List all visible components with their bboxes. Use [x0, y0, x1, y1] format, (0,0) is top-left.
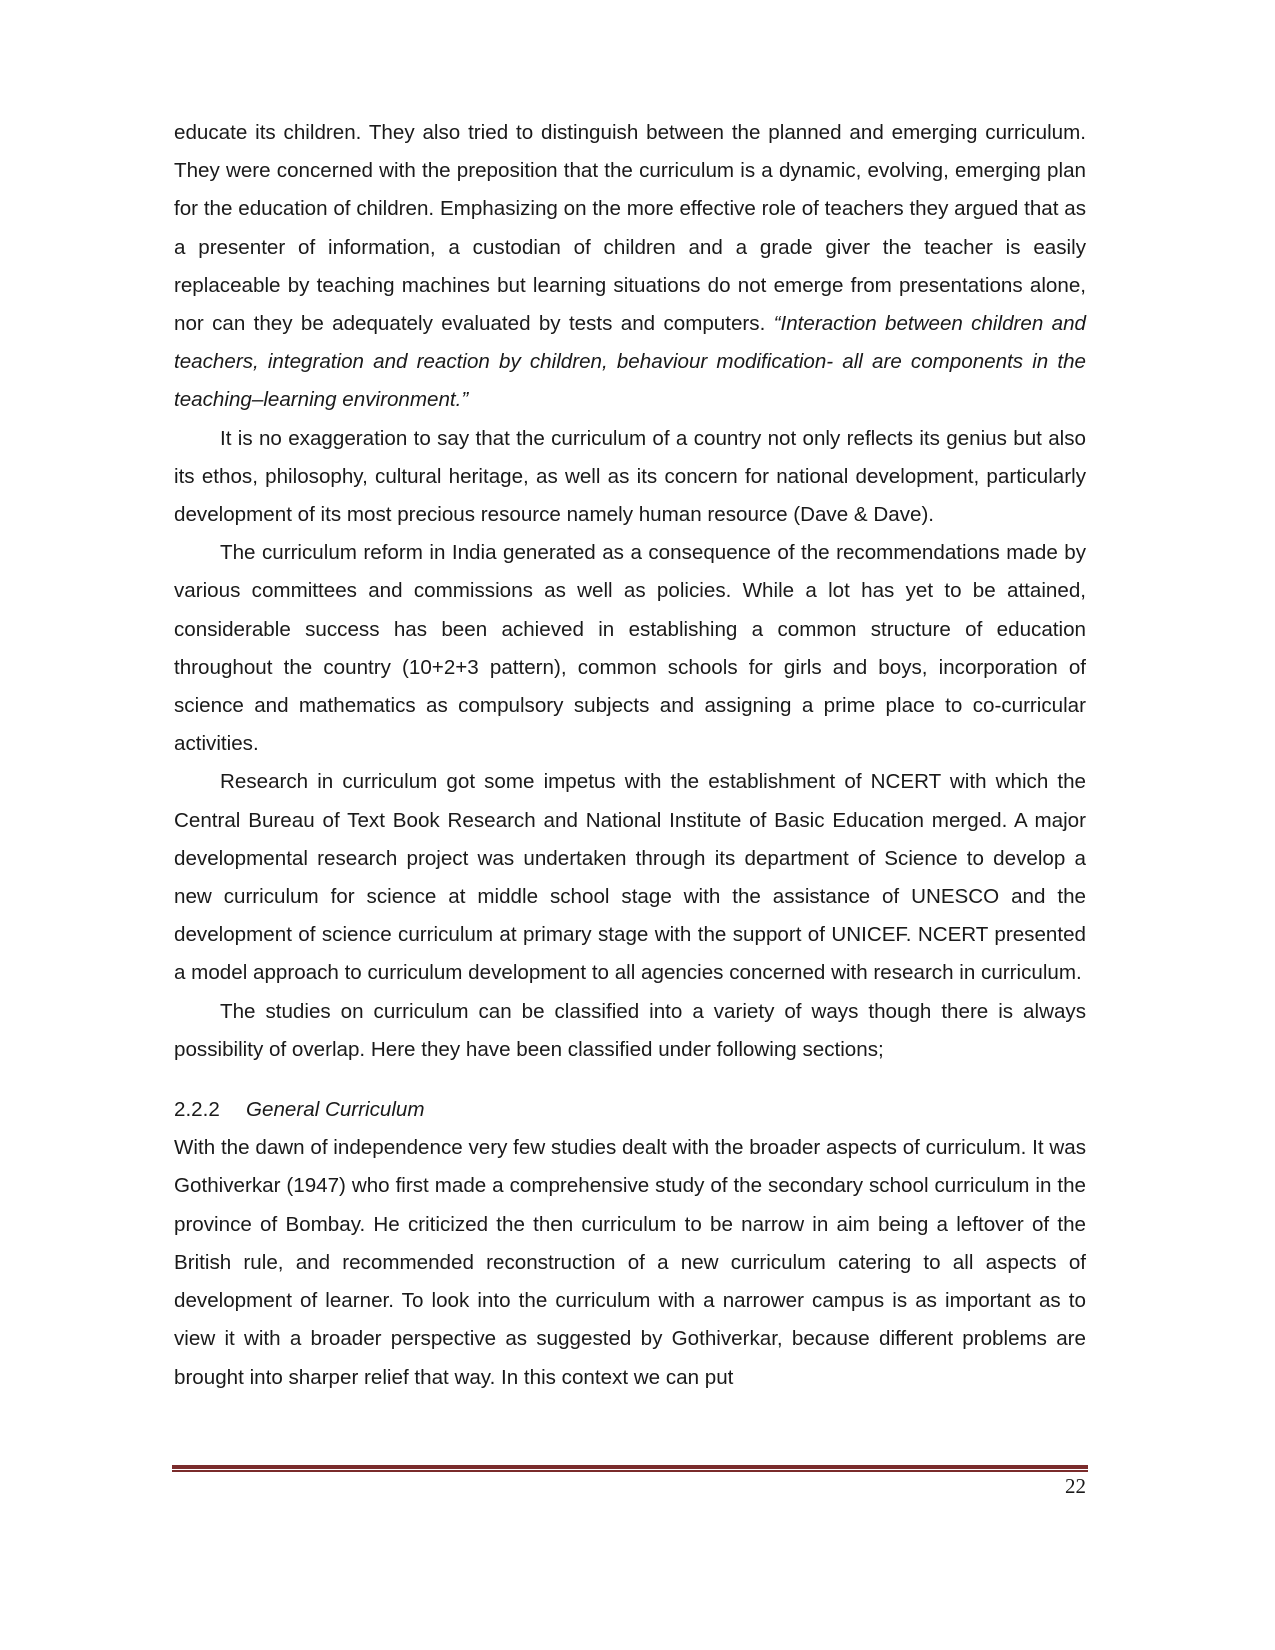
paragraph-1 [174, 114, 1086, 420]
page-body [174, 114, 1086, 1397]
section-body: With the dawn of independence very few studies dealt with the broader aspects of curriculum. It was Gothiverkar (1947) who first made a comprehensive study of the secondary school curriculum in the province of Bombay. He criticized the then curriculum to be narrow in aim being a leftover of the British rule, and recommended reconstruction of a new curriculum catering to all aspects of development of learner. To look into the curriculum with a narrower campus is as important as to view it with a broader perspective as suggested by Gothiverkar, because different problems are brought into sharper relief that way. In this context we can put [174, 1136, 1086, 1389]
paragraph-1-quote: “Interaction between children and teachers, integration and reaction by children, behaviour modification- all are components in the teaching–learning environment.” [174, 312, 1086, 412]
section-number: 2.2.2 [174, 1098, 220, 1122]
paragraph-2: It is no exaggeration to say that the curriculum of a country not only reflects its genius but also its ethos, philosophy, cultural heritage, as well as its concern for national development, particularly development of its most precious resource namely human resource (Dave & Dave). [174, 426, 1086, 527]
footer-rule-thin [172, 1470, 1088, 1472]
section-heading [174, 1091, 1086, 1129]
paragraph-3: The curriculum reform in India generated as a consequence of the recommendations made by various committees and commissions as well as policies. While a lot has yet to be attained, considerable success has been achieved in establishing a common structure of education throughout the country (10+2+3 pattern), common schools for girls and boys, incorporation of science and mathematics as compulsory subjects and assigning a prime place to co-curricular activities. [174, 541, 1086, 756]
page-number: 22 [1065, 1474, 1086, 1498]
footer-rule-thick [172, 1465, 1088, 1469]
paragraph-1-text: educate its children. They also tried to distinguish between the planned and emerging curriculum. They were concerned with the preposition that the curriculum is a dynamic, evolving, emerging plan for the education of children. Emphasizing on the more effective role of teachers they argued that as a presenter of information, a custodian of children and a grade giver the teacher is easily replaceable by teaching machines but learning situations do not emerge from presentations alone, nor can they be adequately evaluated by tests and computers. [174, 121, 1086, 336]
paragraph-4: Research in curriculum got some impetus with the establishment of NCERT with which the Central Bureau of Text Book Research and National Institute of Basic Education merged. A major developmental research project was undertaken through its department of Science to develop a new curriculum for science at middle school stage with the assistance of UNESCO and the development of science curriculum at primary stage with the support of UNICEF. NCERT presented a model approach to curriculum development to all agencies concerned with research in curriculum. [174, 770, 1086, 985]
paragraph-5: The studies on curriculum can be classified into a variety of ways though there is always possibility of overlap. Here they have been classified under following sections; [174, 999, 1086, 1061]
section-title: General Curriculum [246, 1098, 425, 1122]
footer-rule [172, 1465, 1088, 1472]
